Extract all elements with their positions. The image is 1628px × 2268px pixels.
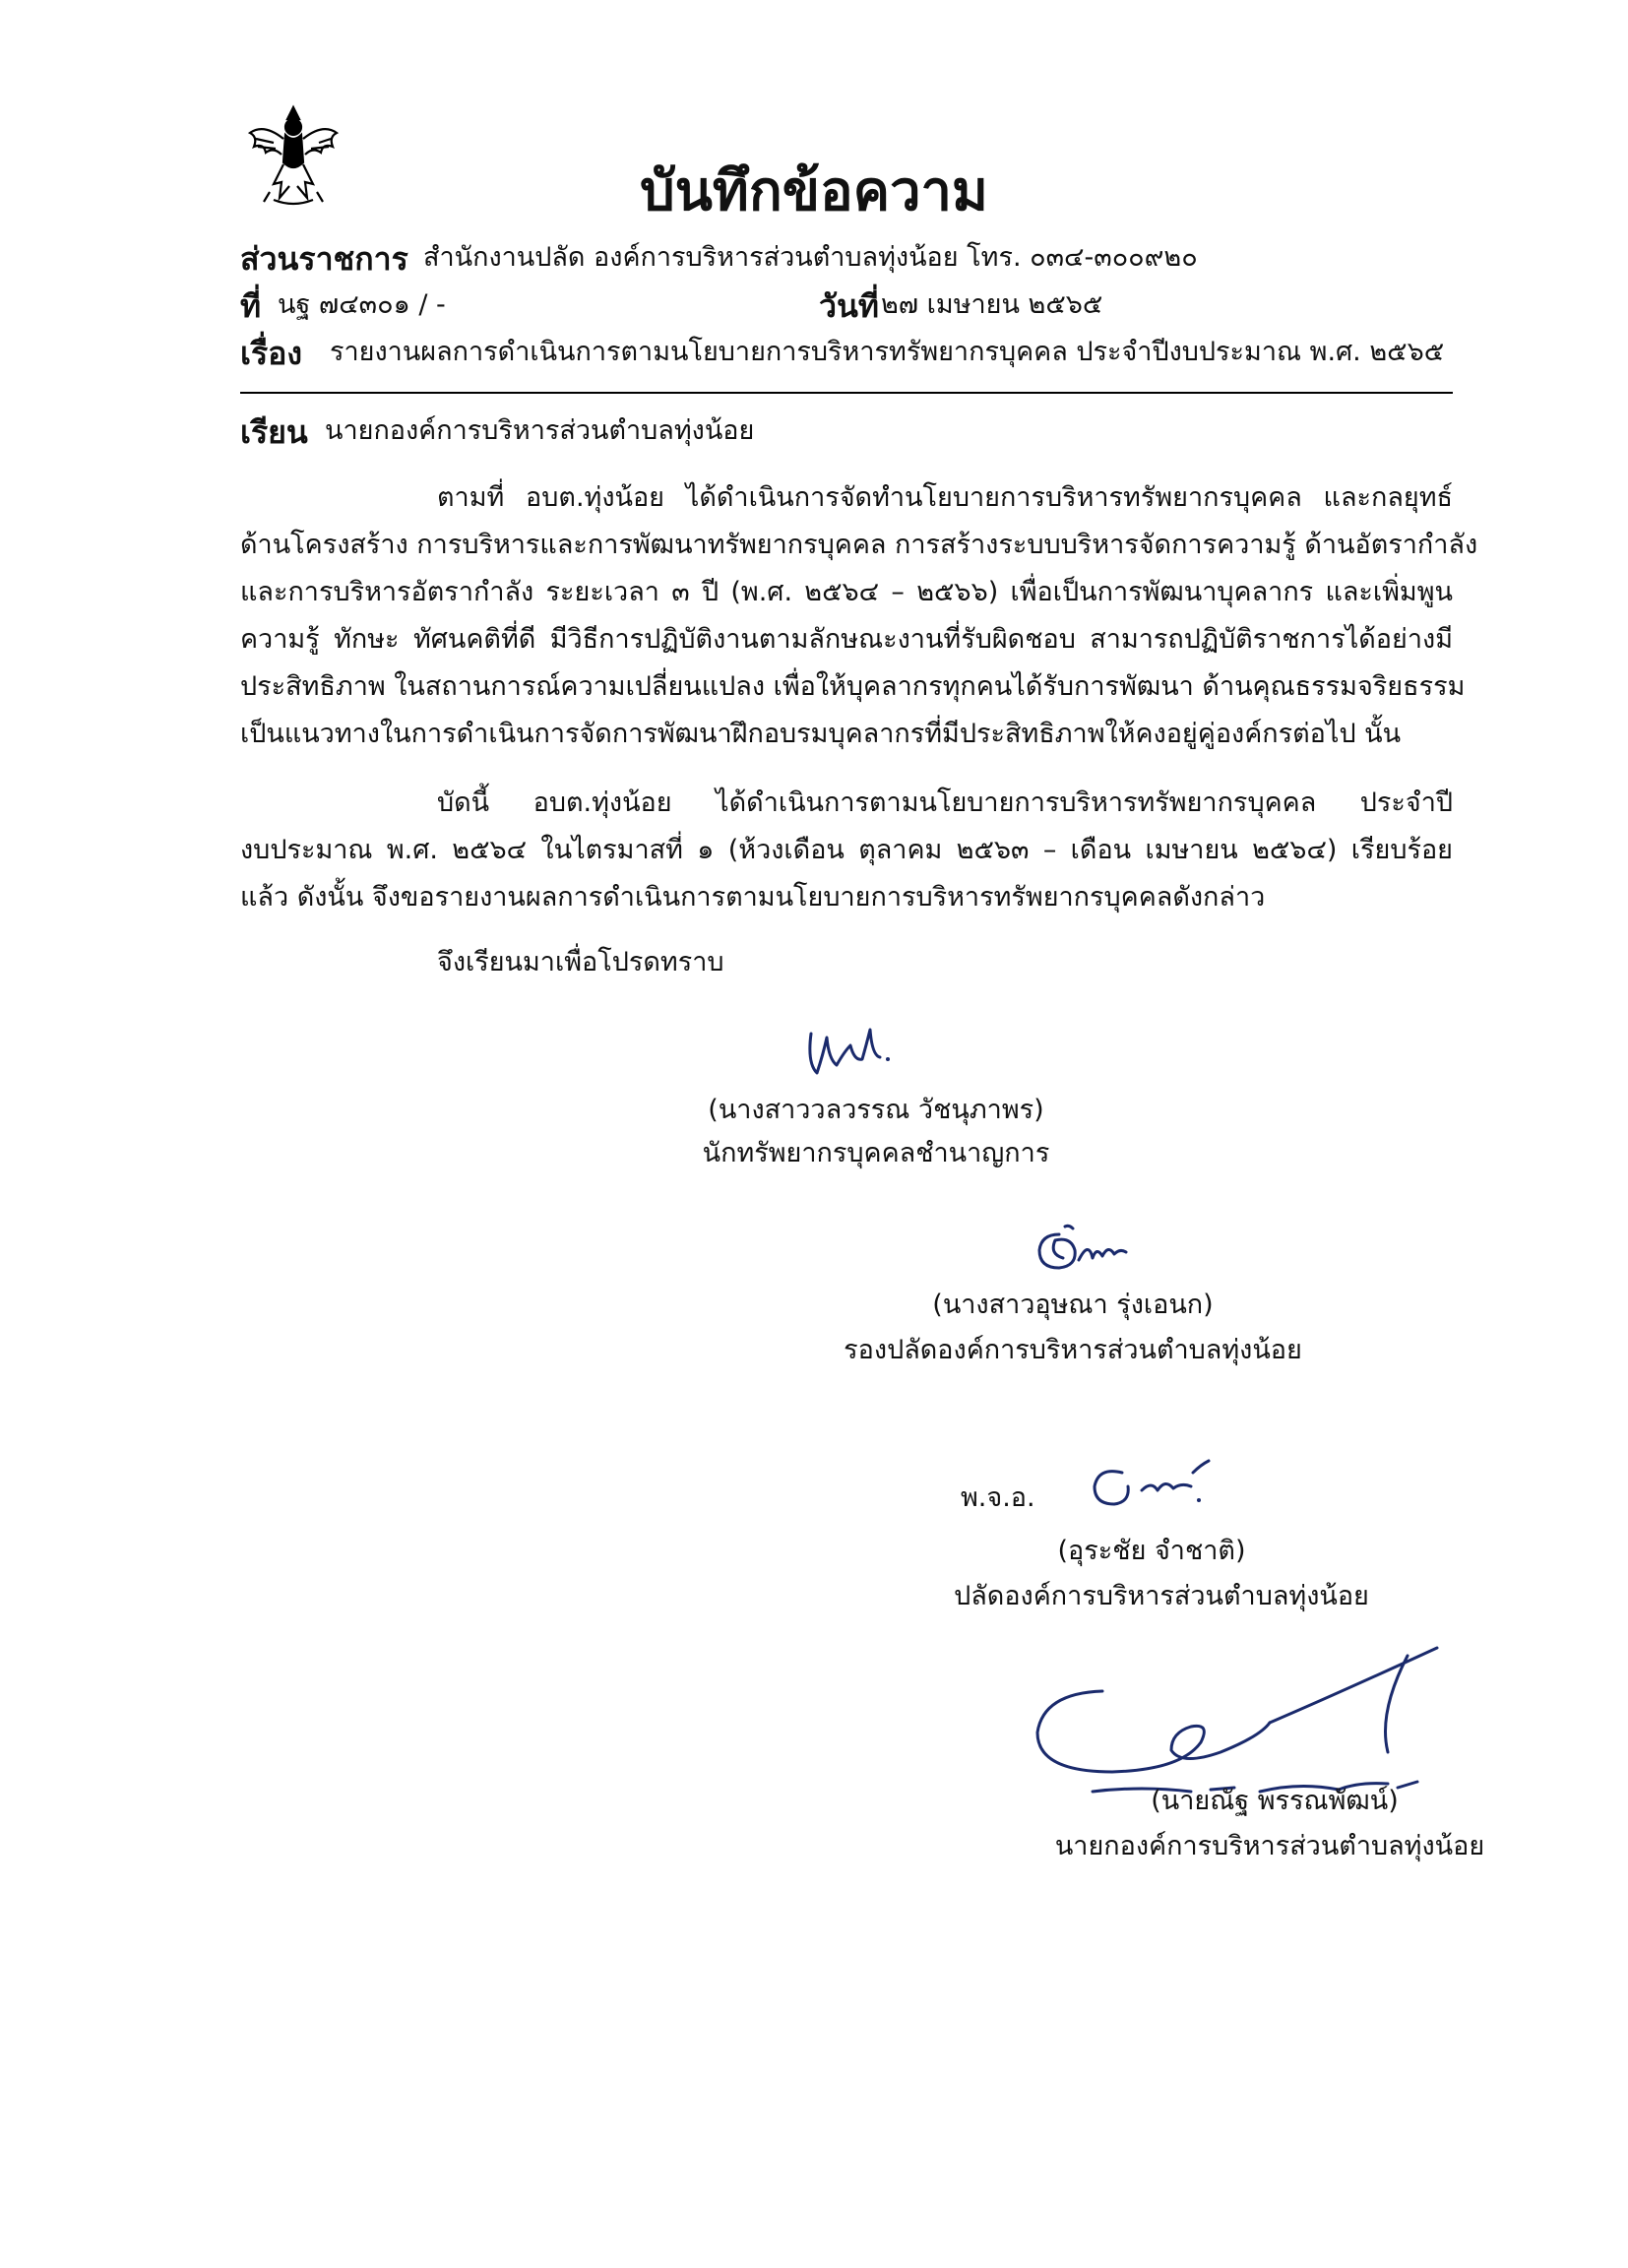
doc-number-label: ที่ <box>240 287 262 325</box>
salutation-value: นายกองค์การบริหารส่วนตำบลทุ่งน้อย <box>325 415 755 446</box>
paragraph-line: ด้านโครงสร้าง การบริหารและการพัฒนาทรัพยากรบุคคล การสร้างระบบบริหารจัดการความรู้ ด้านอัตรากำลัง <box>240 530 1478 560</box>
paragraph-line: ความรู้ ทักษะ ทัศนคติที่ดี มีวิธีการปฏิบัติงานตามลักษณะงานที่รับผิดชอบ สามารถปฏิบัติราชการได้อย่างมี <box>240 624 1453 655</box>
signer-4-position: นายกองค์การบริหารส่วนตำบลทุ่งน้อย <box>1054 1831 1485 1861</box>
date-value: ๒๗ เมษายน ๒๕๖๕ <box>881 289 1103 320</box>
agency-label: ส่วนราชการ <box>240 240 408 278</box>
subject-value: รายงานผลการดำเนินการตามนโยบายการบริหารทรัพยากรบุคคล ประจำปีงบประมาณ พ.ศ. ๒๕๖๕ <box>330 337 1445 367</box>
signer-4-name: (นายณัฐ พรรณพัฒน์) <box>1151 1786 1399 1816</box>
closing-line: จึงเรียนมาเพื่อโปรดทราบ <box>437 947 724 977</box>
signer-1-position: นักทรัพยากรบุคคลชำนาญการ <box>702 1138 1050 1168</box>
paragraph-line: เป็นแนวทางในการดำเนินการจัดการพัฒนาฝึกอบรมบุคลากรที่มีประสิทธิภาพให้คงอยู่คู่องค์กรต่อไป นั้น <box>240 719 1402 749</box>
document-title: บันทึกข้อความ <box>640 159 988 223</box>
signer-3-name: (อุระชัย จำชาติ) <box>1057 1536 1246 1566</box>
paragraph-line: งบประมาณ พ.ศ. ๒๕๖๔ ในไตรมาสที่ ๑ (ห้วงเดือน ตุลาคม ๒๕๖๓ – เดือน เมษายน ๒๕๖๔) เรียบร้อย <box>240 835 1453 865</box>
signature-1-icon <box>797 1016 915 1085</box>
date-label: วันที่ <box>819 287 879 325</box>
doc-number-value: นฐ ๗๔๓๐๑ / - <box>278 289 446 320</box>
paragraph-1 <box>240 474 1478 758</box>
subject-label: เรื่อง <box>240 335 302 372</box>
signature-3-icon <box>1083 1453 1260 1522</box>
paragraph-line: บัดนี้ อบต.ทุ่งน้อย ได้ดำเนินการตามนโยบายการบริหารทรัพยากรบุคคล ประจำปี <box>437 788 1453 818</box>
paragraph-line: และการบริหารอัตรากำลัง ระยะเวลา ๓ ปี (พ.ศ. ๒๕๖๔ – ๒๕๖๖) เพื่อเป็นการพัฒนาบุคลากร และเพิ่มพูน <box>240 577 1453 607</box>
agency-row <box>240 234 408 284</box>
salutation-label: เรียน <box>240 413 308 451</box>
signer-3-prefix: พ.จ.อ. <box>961 1482 1035 1513</box>
agency-value: สำนักงานปลัด องค์การบริหารส่วนตำบลทุ่งน้อย โทร. ๐๓๔-๓๐๐๙๒๐ <box>423 242 1198 273</box>
paragraph-line: ประสิทธิภาพ ในสถานการณ์ความเปลี่ยนแปลง เพื่อให้บุคลากรทุกคนได้รับการพัฒนา ด้านคุณธรรมจริยธรรม <box>240 671 1466 702</box>
paragraph-line: ตามที่ อบต.ทุ่งน้อย ได้ดำเนินการจัดทำนโยบายการบริหารทรัพยากรบุคคล และกลยุทธ์ <box>437 482 1453 513</box>
signer-1-name: (นางสาววลวรรณ วัชนุภาพร) <box>708 1095 1044 1125</box>
signer-2-position: รองปลัดองค์การบริหารส่วนตำบลทุ่งน้อย <box>844 1335 1302 1365</box>
header-divider <box>240 392 1453 394</box>
signer-3-position: ปลัดองค์การบริหารส่วนตำบลทุ่งน้อย <box>954 1581 1369 1611</box>
signer-2-name: (นางสาวอุษณา รุ่งเอนก) <box>932 1290 1214 1320</box>
paragraph-line: แล้ว ดังนั้น จึงขอรายงานผลการดำเนินการตามนโยบายการบริหารทรัพยากรบุคคลดังกล่าว <box>240 882 1266 913</box>
paragraph-2 <box>240 780 1453 921</box>
